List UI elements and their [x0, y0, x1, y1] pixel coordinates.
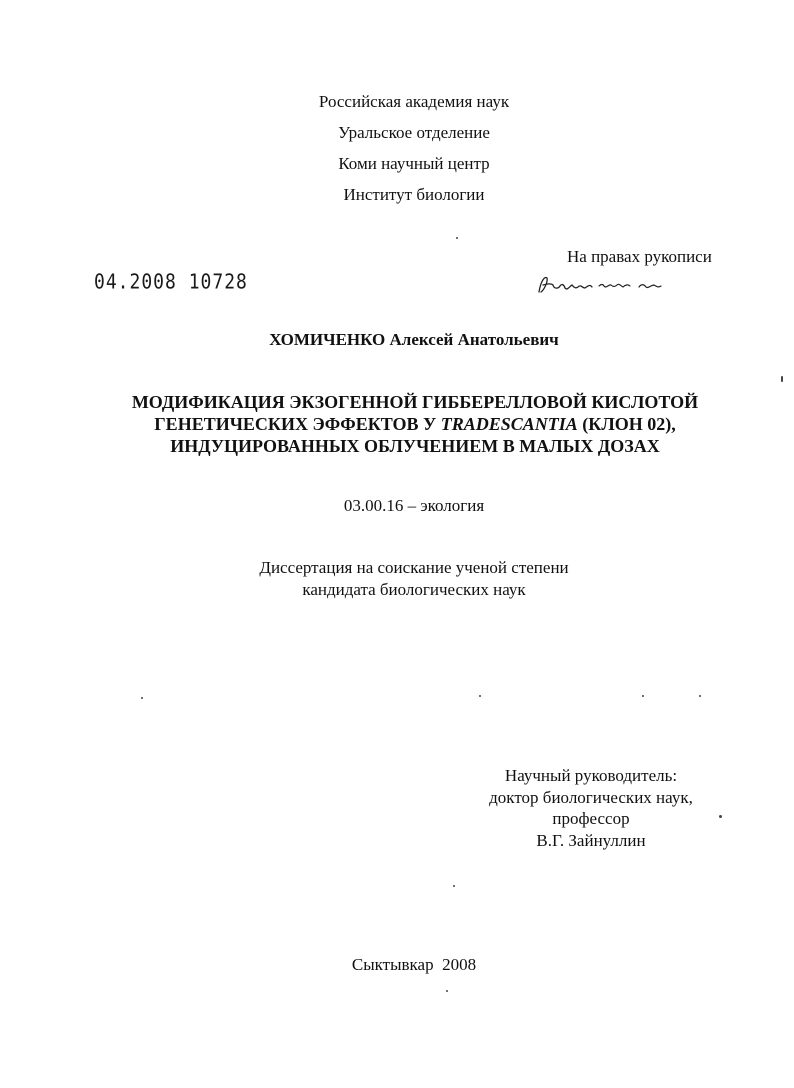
- author-name: ХОМИЧЕНКО Алексей Анатольевич: [269, 330, 559, 349]
- title-genus-name: TRADESCANTIA: [440, 414, 578, 434]
- scan-speck: [642, 695, 644, 697]
- title-line-1: МОДИФИКАЦИЯ ЭКЗОГЕННОЙ ГИББЕРЕЛЛОВОЙ КИСЛОТОЙ: [131, 392, 699, 412]
- supervisor-label: Научный руководитель:: [504, 766, 678, 785]
- city-year: Сыктывкар 2008: [351, 955, 477, 974]
- org-center: Коми научный центр: [338, 154, 490, 173]
- handwritten-signature-icon: [535, 272, 665, 298]
- supervisor-name: В.Г. Зайнуллин: [536, 831, 646, 850]
- scan-speck: [141, 697, 143, 699]
- degree-line-1: Диссертация на соискание ученой степени: [259, 558, 569, 577]
- title-line-2: [60, 413, 770, 435]
- scan-speck: [453, 885, 455, 887]
- org-branch: Уральское отделение: [338, 123, 490, 142]
- supervisor-degree: доктор биологических наук,: [489, 788, 693, 807]
- scan-speck: [446, 990, 448, 992]
- manuscript-rights-note: На правах рукописи: [567, 247, 712, 266]
- supervisor-rank: профессор: [552, 809, 630, 828]
- degree-line-2: кандидата биологических наук: [302, 580, 526, 599]
- org-institute: Институт биологии: [343, 185, 485, 204]
- specialty-code: 03.00.16 – экология: [343, 496, 485, 515]
- scan-speck: [719, 815, 722, 818]
- title-line-2-end: (КЛОН 02),: [577, 414, 676, 434]
- scan-speck: [479, 695, 481, 697]
- org-academy: Российская академия наук: [318, 92, 510, 111]
- scan-speck: [781, 376, 783, 382]
- scan-speck: [456, 237, 458, 239]
- title-line-2-start: ГЕНЕТИЧЕСКИХ ЭФФЕКТОВ У: [154, 414, 441, 434]
- registration-stamp: 04.2008 10728: [94, 270, 248, 295]
- title-line-3: ИНДУЦИРОВАННЫХ ОБЛУЧЕНИЕМ В МАЛЫХ ДОЗАХ: [170, 436, 660, 456]
- scan-speck: [699, 695, 701, 697]
